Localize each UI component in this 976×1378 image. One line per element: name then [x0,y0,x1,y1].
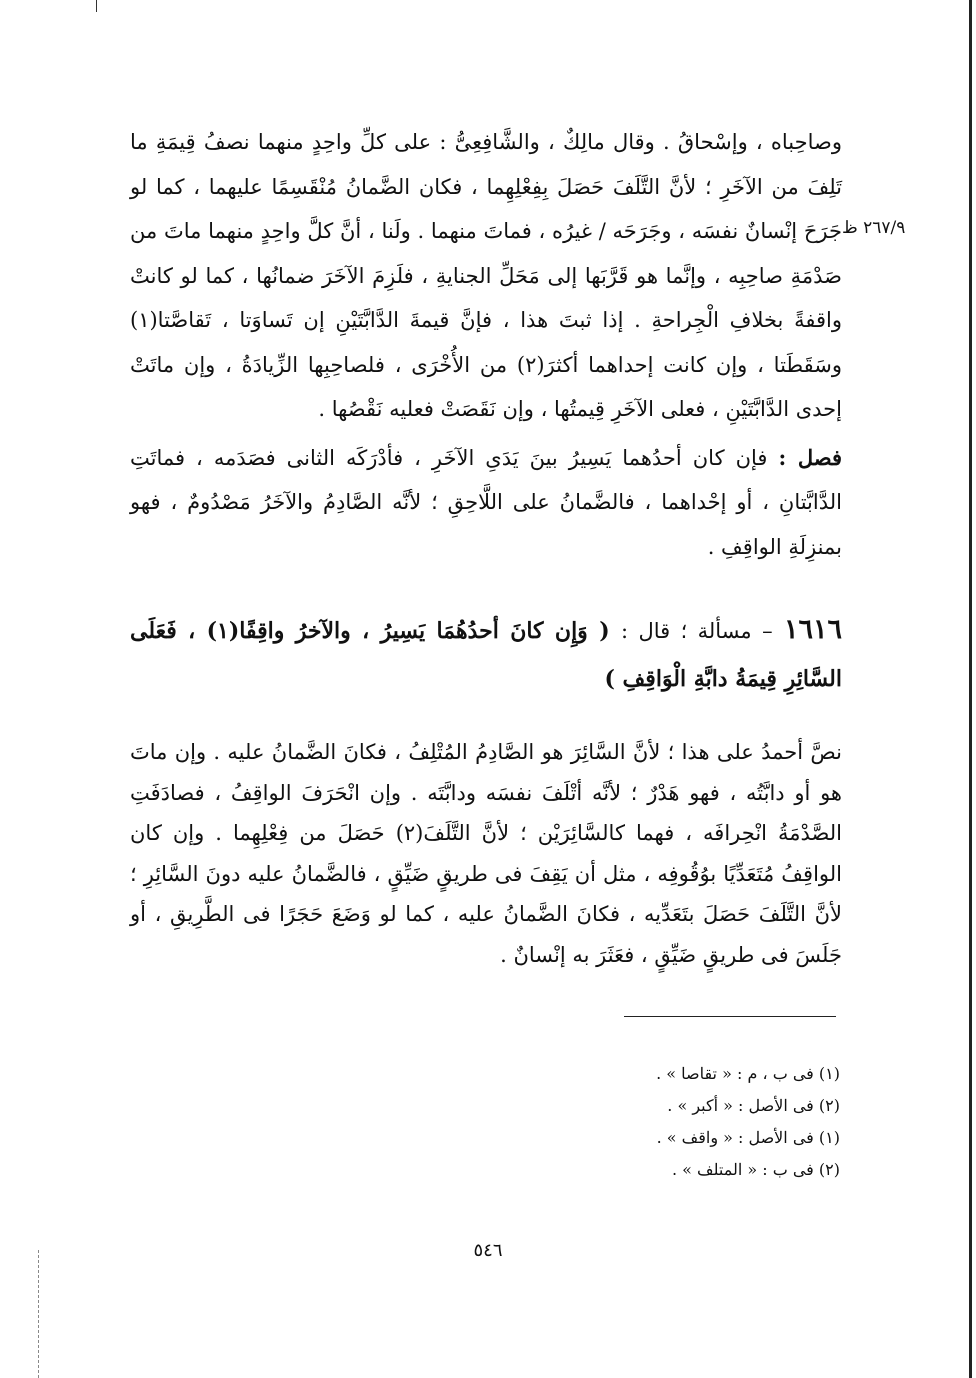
masala-number: ١٦١٦ [783,614,842,645]
scan-edge-mark [96,0,97,12]
page-number: ٥٤٦ [473,1240,503,1261]
footnote-item: (٢) فى الأصل : « أكبر » . [667,1096,840,1115]
paragraph-1: وصاحِباه ، وإسْحاقُ . وقال مالِكٌ ، والشَّافِعِىُّ : على كلِّ واحِدٍ منهما نصفُ قِيمَةِ ما تَلِفَ من الآخَرِ ؛ لأنَّ التَّلَفَ حَصَلَ بِفِعْلِهِما ، فكان الضَّمانُ مُنْقَسِمًا عليهما ، كما لو جَرَحَ إنْسانٌ نفسَه ، وجَرَحَه / غيرُه ، فماتَ منهما . ولَنا ، أنَّ كلَّ واحِدٍ منهما ماتَ من صَدْمَةِ صاحِبِه ، وإنَّما هو قَرَّبَها إلى مَحَلِّ الجنايةِ ، فلَزِمَ الآخَرَ ضمانُها ، كما لو كانتْ واقفةً بخلافِ الْجِراحةِ . إذا ثبتَ هذا ، فإنَّ قيمةَ الدَّابَّتَيْنِ إن تَساوَتا ، تَقاصَّتا(١) وسَقَطَتا ، وإن كانت إحداهما أكثرَ(٢) من الأُخْرَى ، فلصاحِبِها الزِّيادَةُ ، وإن ماتَتْ إحدى الدَّابَّتَيْنِ ، فعلى الآخَرِ قِيمتُها ، وإن نَقَصَتْ فعليه نَقْصُها . [130,130,842,421]
footnotes [480,1058,840,1186]
fasl-text: فإن كان أحدُهما يَسِيرُ بينَ يَدَىِ الآخَرِ ، فأدْرَكَه الثانى فصَدَمه ، فماتَتِ الدَّابَّتانِ ، أو إحْداهما ، فالضَّمانُ على اللَّاحِقِ ؛ لأنَّه الصَّادِمُ والآخَرُ مَصْدُومٌ ، فهو بمنزِلَةِ الواقِفِ . [130,445,842,559]
main-text [130,120,842,569]
footnote-item: (٢) فى ب : « المتلف » . [671,1160,840,1179]
footnote-divider [624,1016,836,1017]
masala-heading [130,606,842,703]
fasl-label: فصل : [778,444,842,470]
margin-reference: ٢٦٧/٩ ظ [842,218,906,238]
paragraph-fasl [130,436,842,570]
masala-lead: – مسألة ؛ قال : [621,619,773,643]
answer-paragraph: نصَّ أحمدُ على هذا ؛ لأنَّ السَّائِرَ هو الصَّادِمُ المُتْلِفُ ، فكانَ الضَّمانُ عليه . وإن ماتَ هو أو دابَّتُه ، فهو هَدْرٌ ؛ لأنَّه أتْلَفَ نفسَه ودابَّتَه . وإن انْحَرَفَ الواقِفُ ، فصادَفَتِ الصَّدْمَةُ انْحِرافَه ، فهما كالسَّائِرَيْن ؛ لأنَّ التَّلَفَ(٢) حَصَلَ من فِعْلِهِما . وإن كان الواقِفُ مُتَعَدِّيًا بوُقُوفِه ، مثل أن يَقِفَ فى طريقٍ ضَيِّقٍ ، فالضَّمانُ عليه دونَ السَّائِرِ ؛ لأنَّ التَّلَفَ حَصَلَ بتَعَدِّيه ، فكانَ الضَّمانُ عليه ، كما لو وَضَعَ حَجَرًا فى الطَّرِيقِ ، أو جَلَسَ فى طريقٍ ضَيِّقٍ ، فعَثَرَ به إنْسانٌ . [130,740,843,967]
footnote-item: (١) فى الأصل : « واقف » . [656,1128,840,1147]
masala-text: ( وَإِن كانَ أحدُهُمَا يَسِيرُ ، والآخرُ واقِفًا(١) ، فَعَلَى السَّائِرِ قِيمَةُ دابَّةِ الْوَاقِفِ ) [130,618,842,692]
scan-edge-border [969,0,972,1378]
footnote-item: (١) فى ب ، م : « تقاصا » . [656,1064,840,1083]
scan-edge-dash [38,1250,39,1378]
